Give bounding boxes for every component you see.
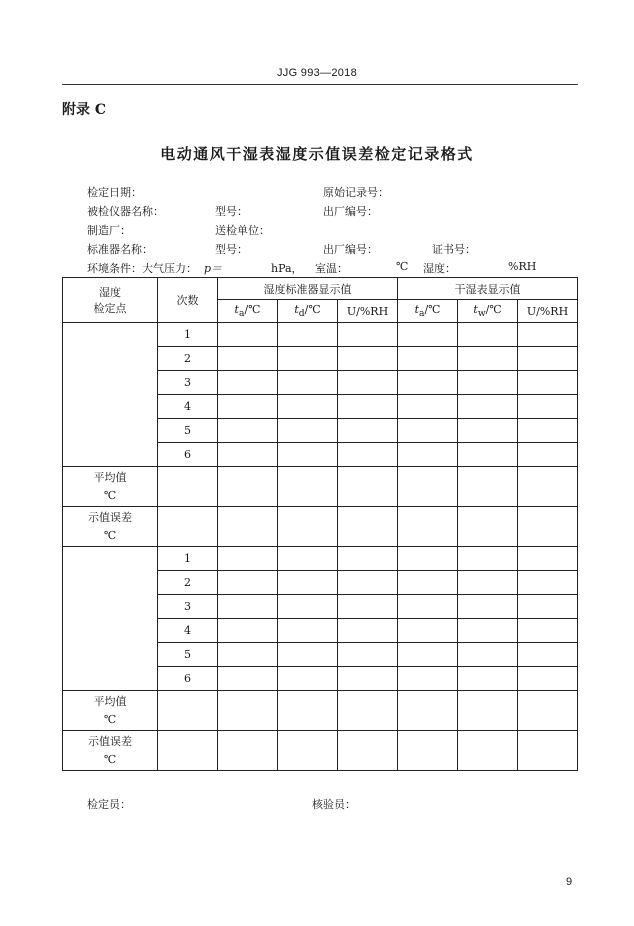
col-header-point-line1: 湿度	[99, 286, 121, 299]
value-cell[interactable]	[218, 395, 278, 419]
value-cell[interactable]	[458, 691, 518, 731]
col-header-point	[63, 278, 158, 323]
value-cell[interactable]	[518, 619, 578, 643]
value-cell[interactable]	[218, 691, 278, 731]
count-cell: 5	[158, 419, 218, 443]
sub-header-std-td-base: t	[294, 302, 299, 316]
value-cell[interactable]	[458, 323, 518, 347]
average-label	[63, 467, 158, 507]
count-cell: 4	[158, 395, 218, 419]
value-cell[interactable]	[158, 507, 218, 547]
value-cell[interactable]	[518, 571, 578, 595]
count-cell: 6	[158, 667, 218, 691]
error-row	[63, 731, 578, 771]
value-cell[interactable]	[458, 419, 518, 443]
info-env-prefix: 环境条件：大气压力：	[87, 262, 197, 275]
sub-header-psy-tw-sub: w	[477, 308, 486, 320]
col-header-point-line2: 检定点	[93, 302, 127, 315]
value-cell[interactable]	[338, 571, 398, 595]
info-record-no: 原始记录号：	[323, 186, 389, 199]
sub-header-std-ta-unit: /℃	[244, 302, 261, 316]
sub-header-psy-tw	[458, 300, 518, 323]
error-row	[63, 507, 578, 547]
value-cell[interactable]	[338, 371, 398, 395]
value-cell[interactable]	[218, 419, 278, 443]
value-cell[interactable]	[338, 323, 398, 347]
value-cell[interactable]	[158, 691, 218, 731]
sub-header-std-ta-sub: a	[238, 308, 245, 320]
value-cell[interactable]	[518, 347, 578, 371]
info-factory-no-2: 出厂编号：	[323, 243, 378, 256]
sub-header-std-td	[278, 300, 338, 323]
value-cell[interactable]	[458, 347, 518, 371]
value-cell[interactable]	[278, 507, 338, 547]
value-cell[interactable]	[278, 467, 338, 507]
value-cell[interactable]	[518, 467, 578, 507]
value-cell[interactable]	[338, 691, 398, 731]
value-cell[interactable]	[278, 667, 338, 691]
value-cell[interactable]	[218, 323, 278, 347]
info-check-date: 检定日期：	[87, 186, 142, 199]
info-model-1: 型号：	[215, 205, 248, 218]
info-env-humidity: 湿度：	[423, 262, 456, 275]
value-cell[interactable]	[338, 347, 398, 371]
count-cell: 5	[158, 643, 218, 667]
error-label-line1: 示值误差	[88, 734, 132, 748]
value-cell[interactable]	[398, 595, 458, 619]
value-cell[interactable]	[398, 643, 458, 667]
average-row	[63, 691, 578, 731]
value-cell[interactable]	[458, 547, 518, 571]
value-cell[interactable]	[278, 443, 338, 467]
value-cell[interactable]	[518, 443, 578, 467]
value-cell[interactable]	[218, 507, 278, 547]
data-row	[63, 323, 578, 347]
value-cell[interactable]	[338, 395, 398, 419]
value-cell[interactable]	[398, 691, 458, 731]
error-label	[63, 731, 158, 771]
value-cell[interactable]	[398, 323, 458, 347]
value-cell[interactable]	[278, 691, 338, 731]
count-cell: 1	[158, 323, 218, 347]
value-cell[interactable]	[278, 395, 338, 419]
count-cell: 6	[158, 443, 218, 467]
value-cell[interactable]	[338, 467, 398, 507]
value-cell[interactable]	[518, 419, 578, 443]
record-table	[62, 277, 578, 771]
average-label	[63, 691, 158, 731]
sub-header-psy-ta	[398, 300, 458, 323]
block-2	[63, 547, 578, 771]
value-cell[interactable]	[338, 443, 398, 467]
value-cell[interactable]	[398, 371, 458, 395]
value-cell[interactable]	[518, 547, 578, 571]
average-label-line1: 平均值	[93, 470, 127, 484]
group-header-psychrometer: 干湿表显示值	[398, 278, 578, 300]
average-label-line2: ℃	[103, 488, 117, 502]
value-cell[interactable]	[338, 643, 398, 667]
value-cell[interactable]	[458, 467, 518, 507]
value-cell[interactable]	[518, 643, 578, 667]
block-1	[63, 323, 578, 547]
sub-header-std-td-sub: d	[298, 308, 305, 320]
value-cell[interactable]	[518, 595, 578, 619]
value-cell[interactable]	[278, 419, 338, 443]
value-cell[interactable]	[338, 619, 398, 643]
value-cell[interactable]	[338, 595, 398, 619]
value-cell[interactable]	[398, 419, 458, 443]
value-cell[interactable]	[278, 347, 338, 371]
value-cell[interactable]	[518, 507, 578, 547]
value-cell[interactable]	[218, 667, 278, 691]
page-number: 9	[566, 876, 573, 888]
sub-header-psy-tw-base: t	[473, 302, 478, 316]
value-cell[interactable]	[458, 571, 518, 595]
average-row	[63, 467, 578, 507]
info-env-celsius: ℃	[396, 260, 409, 273]
value-cell[interactable]	[398, 395, 458, 419]
value-cell[interactable]	[218, 571, 278, 595]
page-title: 电动通风干湿表湿度示值误差检定记录格式	[160, 145, 474, 163]
info-env-p: p＝	[204, 262, 223, 275]
value-cell[interactable]	[338, 419, 398, 443]
value-cell[interactable]	[458, 443, 518, 467]
verifier-label: 核验员：	[312, 798, 356, 811]
value-cell[interactable]	[398, 347, 458, 371]
standard-code-header: JJG 993—2018	[276, 67, 358, 79]
value-cell[interactable]	[218, 347, 278, 371]
value-cell[interactable]	[278, 619, 338, 643]
value-cell[interactable]	[218, 619, 278, 643]
value-cell[interactable]	[518, 371, 578, 395]
value-cell[interactable]	[518, 691, 578, 731]
value-cell[interactable]	[278, 595, 338, 619]
info-env-rh: %RH	[508, 260, 537, 273]
value-cell[interactable]	[338, 667, 398, 691]
info-submitter: 送检单位：	[215, 224, 270, 237]
count-cell: 2	[158, 571, 218, 595]
value-cell[interactable]	[338, 547, 398, 571]
info-env-hpa: hPa，	[271, 262, 303, 275]
data-row	[63, 547, 578, 571]
sub-header-std-ta-base: t	[234, 302, 239, 316]
value-cell[interactable]	[458, 371, 518, 395]
value-cell[interactable]	[278, 731, 338, 771]
error-label	[63, 507, 158, 547]
group-header-standard: 湿度标准器显示值	[218, 278, 398, 300]
value-cell[interactable]	[278, 571, 338, 595]
appendix-label: 附录 C	[62, 102, 107, 118]
error-label-line1: 示值误差	[88, 510, 132, 524]
value-cell[interactable]	[518, 323, 578, 347]
value-cell[interactable]	[458, 395, 518, 419]
average-label-line2: ℃	[103, 712, 117, 726]
value-cell[interactable]	[518, 731, 578, 771]
value-cell[interactable]	[398, 667, 458, 691]
value-cell[interactable]	[398, 443, 458, 467]
info-cert-no: 证书号：	[432, 243, 476, 256]
value-cell[interactable]	[458, 667, 518, 691]
sub-header-psy-ta-unit: /℃	[424, 302, 441, 316]
info-model-2: 型号：	[215, 243, 248, 256]
sub-header-psy-tw-unit: /℃	[485, 302, 502, 316]
value-cell[interactable]	[218, 595, 278, 619]
sub-header-std-ta	[218, 300, 278, 323]
value-cell[interactable]	[458, 595, 518, 619]
value-cell[interactable]	[218, 643, 278, 667]
value-cell[interactable]	[518, 395, 578, 419]
error-label-line2: ℃	[103, 752, 117, 766]
count-cell: 4	[158, 619, 218, 643]
count-cell: 3	[158, 595, 218, 619]
value-cell[interactable]	[218, 547, 278, 571]
value-cell[interactable]	[338, 507, 398, 547]
info-manufacturer: 制造厂：	[87, 224, 131, 237]
info-factory-no-1: 出厂编号：	[323, 205, 378, 218]
sub-header-psy-ta-sub: a	[419, 308, 425, 320]
header-row-1	[63, 278, 578, 300]
sub-header-std-u: U/%RH	[338, 300, 398, 323]
average-label-line1: 平均值	[93, 694, 127, 708]
value-cell[interactable]	[218, 731, 278, 771]
value-cell[interactable]	[398, 467, 458, 507]
value-cell[interactable]	[158, 467, 218, 507]
value-cell[interactable]	[398, 619, 458, 643]
info-env-room-temp: 室温：	[315, 262, 348, 275]
value-cell[interactable]	[218, 467, 278, 507]
value-cell[interactable]	[518, 667, 578, 691]
value-cell[interactable]	[218, 443, 278, 467]
value-cell[interactable]	[398, 571, 458, 595]
inspector-label: 检定员：	[87, 798, 131, 811]
value-cell[interactable]	[458, 731, 518, 771]
count-cell: 3	[158, 371, 218, 395]
humidity-point-cell[interactable]	[63, 547, 158, 691]
humidity-point-cell[interactable]	[63, 323, 158, 467]
value-cell[interactable]	[398, 731, 458, 771]
sub-header-psy-ta-base: t	[414, 302, 419, 316]
sub-header-psy-u: U/%RH	[518, 300, 578, 323]
value-cell[interactable]	[458, 643, 518, 667]
sub-header-std-td-unit: /℃	[304, 302, 321, 316]
value-cell[interactable]	[458, 619, 518, 643]
count-cell: 2	[158, 347, 218, 371]
count-cell: 1	[158, 547, 218, 571]
value-cell[interactable]	[278, 547, 338, 571]
value-cell[interactable]	[158, 731, 218, 771]
col-header-count: 次数	[158, 278, 218, 323]
value-cell[interactable]	[458, 507, 518, 547]
value-cell[interactable]	[338, 731, 398, 771]
value-cell[interactable]	[278, 643, 338, 667]
header-rule	[62, 84, 578, 85]
info-instrument-name: 被检仪器名称：	[87, 205, 164, 218]
error-label-line2: ℃	[103, 528, 117, 542]
value-cell[interactable]	[278, 323, 338, 347]
value-cell[interactable]	[398, 547, 458, 571]
value-cell[interactable]	[278, 371, 338, 395]
value-cell[interactable]	[398, 507, 458, 547]
value-cell[interactable]	[218, 371, 278, 395]
info-standard-name: 标准器名称：	[87, 243, 153, 256]
